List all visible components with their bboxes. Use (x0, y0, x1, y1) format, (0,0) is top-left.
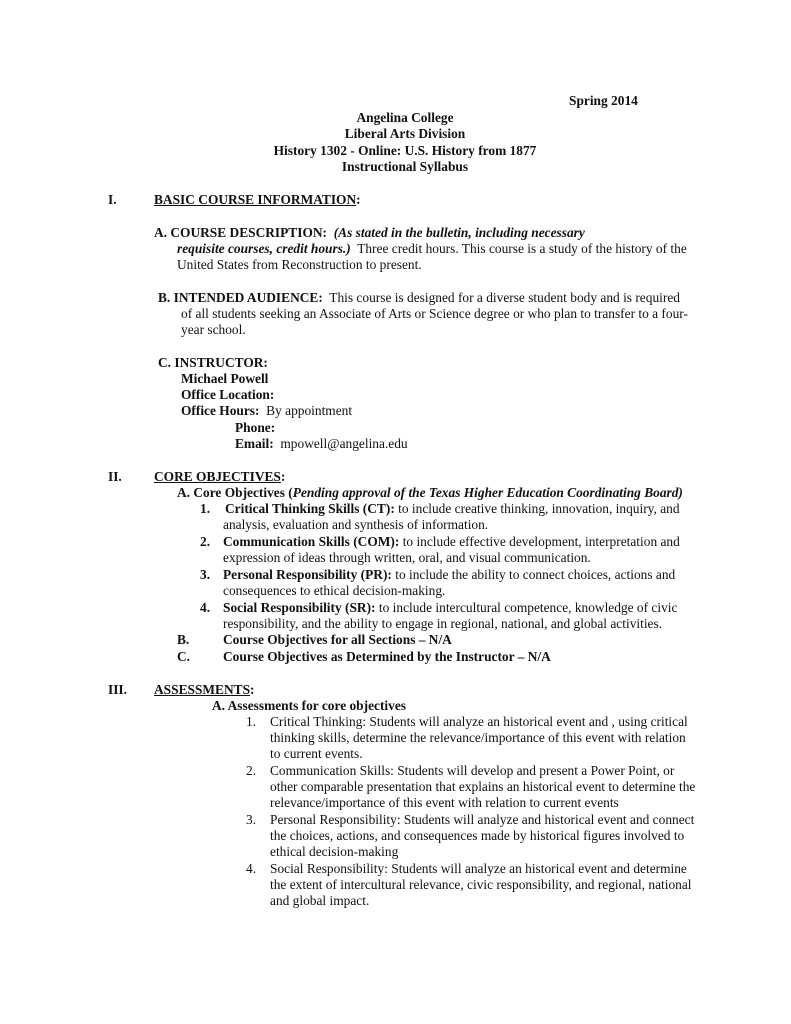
document-type: Instructional Syllabus (341, 159, 469, 174)
assessment-3-line2: the choices, actions, and consequences made by historical figures involved to (270, 828, 685, 843)
assessment-1-line3: to current events. (270, 746, 363, 761)
section-2-c-text: Course Objectives as Determined by the Instructor – N/A (223, 649, 551, 664)
core-item-1-line2: analysis, evaluation and synthesis of information. (223, 517, 489, 532)
office-hours: Office Hours: By appointment (181, 403, 353, 418)
assessment-4-line1: Social Responsibility: Students will analyze an historical event and determine (270, 861, 687, 876)
core-item-4-line2: responsibility, and the ability to engage in regional, national, and global activities. (223, 616, 663, 631)
assessment-2-line3: relevance/importance of this event with relation to current events (270, 795, 619, 810)
assessment-4-line2: the extent of intercultural relevance, civic responsibility, and regional, national (270, 877, 692, 892)
assessments-subheading: A. Assessments for core objectives (212, 698, 406, 713)
core-item-1-line1: Critical Thinking Skills (CT): to include creative thinking, innovation, inquiry, and (225, 501, 680, 516)
intended-audience-line3: year school. (181, 322, 246, 337)
assessment-3-line1: Personal Responsibility: Students will analyze and historical event and connect (270, 812, 695, 827)
intended-audience-line1: B. INTENDED AUDIENCE: This course is designed for a diverse student body and is required (158, 290, 680, 305)
course-description-line1: A. COURSE DESCRIPTION: (As stated in the bulletin, including necessary (154, 225, 585, 240)
section-3-number: III. (108, 682, 127, 697)
instructor-heading: C. INSTRUCTOR: (158, 355, 268, 370)
core-item-3-number: 3. (200, 567, 211, 582)
assessment-2-number: 2. (246, 763, 257, 778)
course-description-line2: requisite courses, credit hours.) Three credit hours. This course is a study of the history of the (177, 241, 687, 256)
assessment-1-line1: Critical Thinking: Students will analyze an historical event and , using critical (270, 714, 688, 729)
core-item-3-line1: Personal Responsibility (PR): to include the ability to connect choices, actions and (223, 567, 676, 582)
assessment-4-number: 4. (246, 861, 257, 876)
assessment-1-number: 1. (246, 714, 257, 729)
section-2-heading: CORE OBJECTIVES: (154, 469, 286, 484)
assessment-2-line2: other comparable presentation that explains an historical event to determine the (270, 779, 696, 794)
core-item-4-number: 4. (200, 600, 211, 615)
core-item-2-number: 2. (200, 534, 211, 549)
assessment-3-number: 3. (246, 812, 257, 827)
core-item-2-line1: Communication Skills (COM): to include effective development, interpretation and (223, 534, 680, 549)
section-2-b-number: B. (177, 632, 190, 647)
division-name: Liberal Arts Division (344, 126, 466, 141)
core-objectives-subheading: A. Core Objectives (Pending approval of the Texas Higher Education Coordinating Board) (177, 485, 683, 500)
core-item-3-line2: consequences to ethical decision-making. (223, 583, 446, 598)
section-1-heading: BASIC COURSE INFORMATION: (154, 192, 361, 207)
core-item-1-number: 1. (200, 501, 211, 516)
assessment-1-line2: thinking skills, determine the relevance/importance of this event with relation (270, 730, 686, 745)
intended-audience-line2: of all students seeking an Associate of Arts or Science degree or who plan to transfer to a four- (181, 306, 688, 321)
section-3-heading: ASSESSMENTS: (154, 682, 255, 697)
assessment-2-line1: Communication Skills: Students will develop and present a Power Point, or (270, 763, 675, 778)
assessment-3-line3: ethical decision-making (270, 844, 399, 859)
course-title: History 1302 - Online: U.S. History from 1877 (273, 143, 537, 158)
section-2-c-number: C. (177, 649, 191, 664)
section-2-b-text: Course Objectives for all Sections – N/A (223, 632, 452, 647)
instructor-name: Michael Powell (181, 371, 269, 386)
section-1-number: I. (108, 192, 117, 207)
course-description-line3: United States from Reconstruction to present. (177, 257, 422, 272)
term: Spring 2014 (569, 93, 638, 108)
college-name: Angelina College (356, 110, 454, 125)
core-item-2-line2: expression of ideas through written, oral, and visual communication. (223, 550, 591, 565)
email-link[interactable]: mpowell@angelina.edu (280, 436, 408, 451)
assessment-4-line3: and global impact. (270, 893, 370, 908)
office-location-label: Office Location: (181, 387, 275, 402)
instructor-email: Email: mpowell@angelina.edu (235, 436, 408, 451)
phone-label: Phone: (235, 420, 276, 435)
core-item-4-line1: Social Responsibility (SR): to include intercultural competence, knowledge of civic (223, 600, 678, 615)
section-2-number: II. (108, 469, 122, 484)
